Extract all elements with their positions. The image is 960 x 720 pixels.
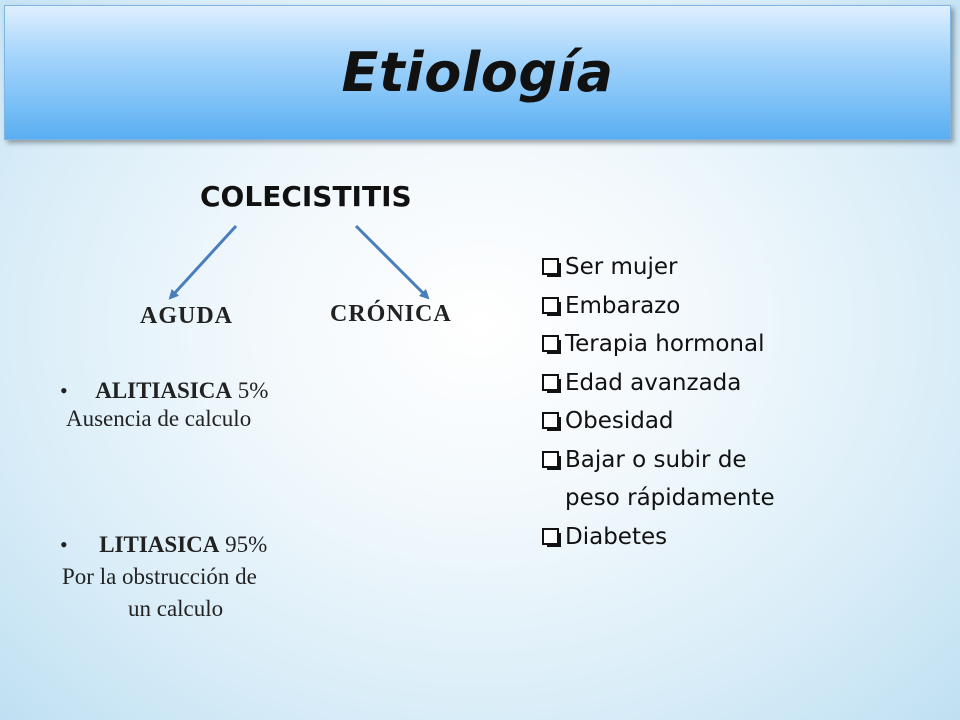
list-item <box>542 287 862 326</box>
bullet-dot: • <box>60 378 68 403</box>
type-percent: 5% <box>237 378 269 403</box>
risk-factor-label: Obesidad <box>565 408 674 434</box>
risk-factor-label: Diabetes <box>565 523 668 550</box>
type-name: LITIASICA <box>99 532 220 557</box>
type-description-line-1: Por la obstrucción de <box>62 564 257 589</box>
checkbox-bullet-icon <box>542 451 559 468</box>
list-item <box>542 248 862 287</box>
checkbox-bullet-icon <box>542 528 559 545</box>
arrow-to-cronica <box>356 226 426 296</box>
checkbox-bullet-icon <box>542 335 559 352</box>
risk-factor-label: Edad avanzada <box>565 369 742 396</box>
type-description-line-2: un calculo <box>128 596 224 621</box>
risk-factor-label <box>565 441 775 518</box>
title-bar <box>4 5 951 140</box>
slide-title: Etiología <box>341 41 614 104</box>
list-item <box>542 402 862 441</box>
risk-factor-list <box>542 248 862 556</box>
list-item <box>542 441 862 518</box>
type-description: Ausencia de calculo <box>66 406 252 431</box>
risk-factor-label: Ser mujer <box>565 254 678 280</box>
checkbox-bullet-icon <box>542 412 559 429</box>
list-item <box>542 364 862 403</box>
type-name: ALITIASICA <box>95 378 232 403</box>
acute-type-alitiasica <box>58 378 348 432</box>
checkbox-bullet-icon <box>542 374 559 391</box>
branch-cronica: CRÓNICA <box>330 301 452 327</box>
checkbox-bullet-icon <box>542 258 559 275</box>
list-item <box>542 325 862 364</box>
type-percent: 95% <box>225 532 268 557</box>
checkbox-bullet-icon <box>542 297 559 314</box>
bullet-dot: • <box>60 532 68 557</box>
heading-colecistitis: COLECISTITIS <box>200 180 412 213</box>
acute-type-litiasica <box>58 532 348 622</box>
risk-factor-label: Terapia hormonal <box>565 331 765 357</box>
risk-factor-line-1: Bajar o subir de <box>565 446 747 473</box>
branch-aguda: AGUDA <box>140 303 233 329</box>
list-item <box>542 518 862 557</box>
risk-factor-line-2: peso rápidamente <box>565 485 775 511</box>
risk-factor-label: Embarazo <box>565 292 681 319</box>
arrow-to-aguda <box>172 226 236 296</box>
